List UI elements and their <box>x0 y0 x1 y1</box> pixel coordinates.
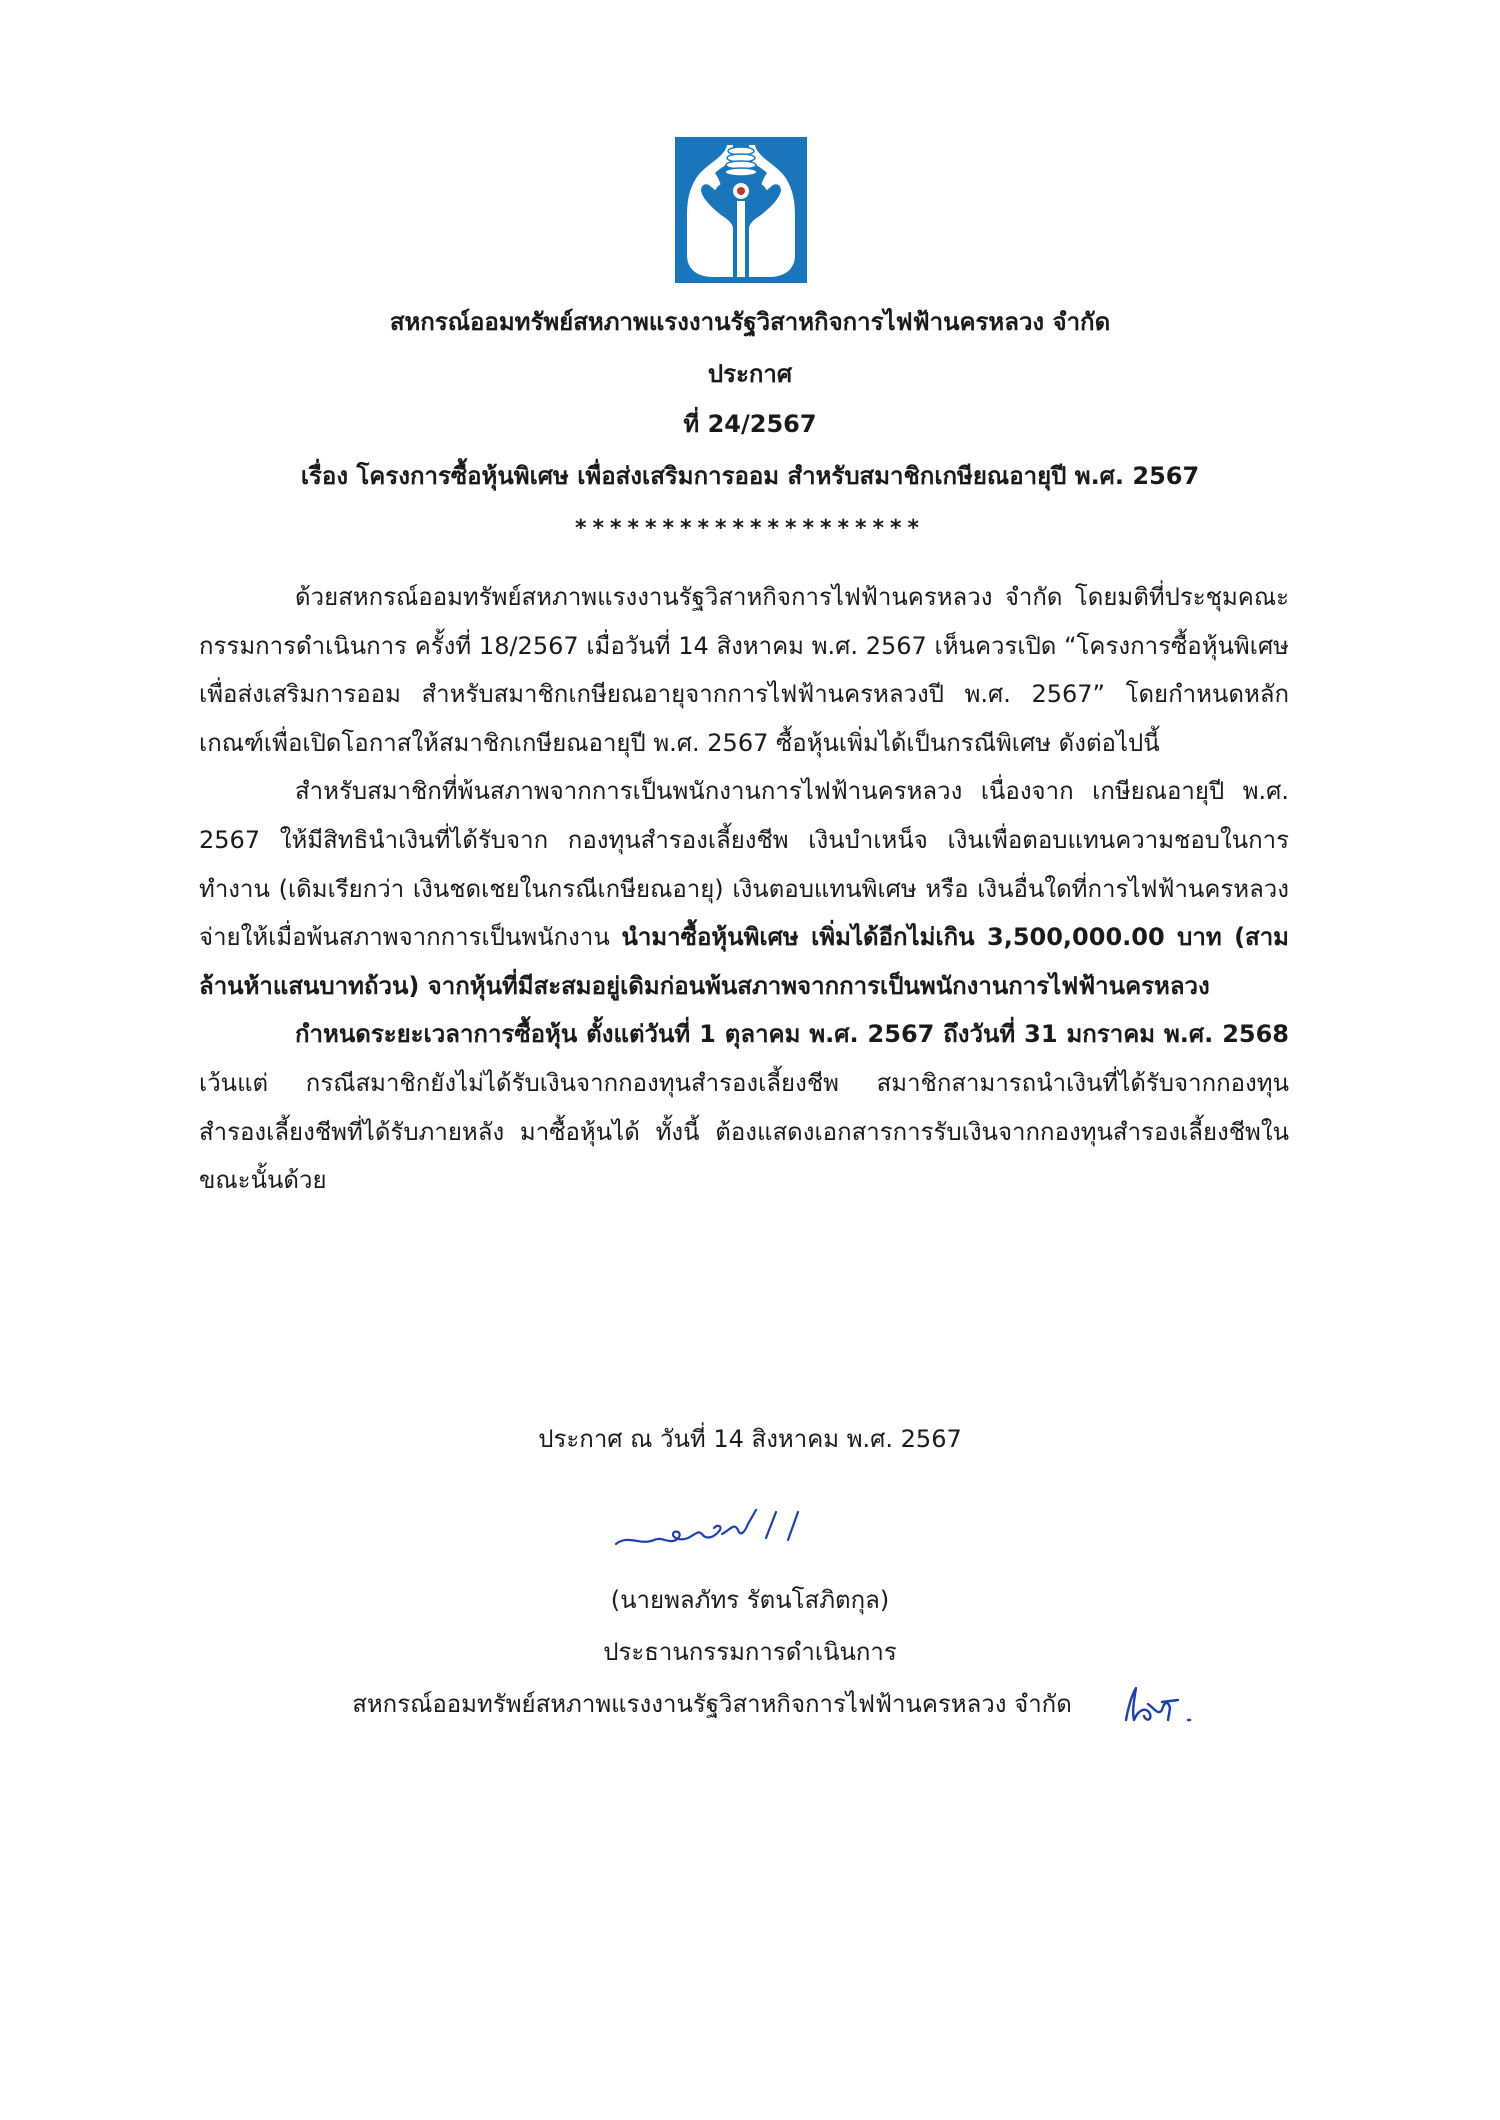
paragraph-2-bold: นำมาซื้อหุ้นพิเศษ เพิ่มได้อีกไม่เกิน 3,500,000.00 บาท (สามล้านห้าแสนบาทถ้วน) จากหุ้นที่มีสะสมอยู่เดิมก่อนพ้นสภาพจากการเป็นพนักงานการไฟฟ้านครหลวง <box>199 923 1289 1000</box>
paragraph-2 <box>199 767 1289 1010</box>
paragraph-2-text: สำหรับสมาชิกที่พ้นสภาพจากการเป็นพนักงานการไฟฟ้านครหลวง เนื่องจาก เกษียณอายุปี พ.ศ. 2567 ให้มีสิทธินำเงินที่ได้รับจาก กองทุนสำรองเลี้ยงชีพ เงินบำเหน็จ เงินเพื่อตอบแทนความชอบในการทำงาน (เดิมเรียกว่า เงินชดเชยในกรณีเกษียณอายุ) เงินตอบแทนพิเศษ หรือ เงินอื่นใดที่การไฟฟ้านครหลวง จ่ายให้เมื่อพ้นสภาพจากการเป็นพนักงาน <box>199 777 1289 952</box>
organization-name: สหกรณ์ออมทรัพย์สหภาพแรงงานรัฐวิสาหกิจการไฟฟ้านครหลวง จำกัด <box>389 308 1111 336</box>
signer-name: (นายพลภัทร รัตนโสภิตกุล) <box>610 1586 890 1614</box>
paragraph-1: ด้วยสหกรณ์ออมทรัพย์สหภาพแรงงานรัฐวิสาหกิจการไฟฟ้านครหลวง จำกัด โดยมติที่ประชุมคณะกรรมการดำเนินการ ครั้งที่ 18/2567 เมื่อวันที่ 14 สิงหาคม พ.ศ. 2567 เห็นควรเปิด “โครงการซื้อหุ้นพิเศษ เพื่อส่งเสริมการออม สำหรับสมาชิกเกษียณอายุจากการไฟฟ้านครหลวงปี พ.ศ. 2567” โดยกำหนดหลักเกณฑ์เพื่อเปิดโอกาสให้สมาชิกเกษียณอายุปี พ.ศ. 2567 ซื้อหุ้นเพิ่มได้เป็นกรณีพิเศษ ดังต่อไปนี้ <box>199 583 1289 757</box>
signer-organization: สหกรณ์ออมทรัพย์สหภาพแรงงานรัฐวิสาหกิจการไฟฟ้านครหลวง จำกัด <box>352 1690 1072 1718</box>
document-type: ประกาศ <box>707 360 793 388</box>
paragraph-3 <box>199 1010 1289 1204</box>
paragraph-3-bold: กำหนดระยะเวลาการซื้อหุ้น ตั้งแต่วันที่ 1 ตุลาคม พ.ศ. 2567 ถึงวันที่ 31 มกราคม พ.ศ. 2568 <box>295 1020 1289 1049</box>
handwritten-signature <box>610 1500 830 1560</box>
signer-title: ประธานกรรมการดำเนินการ <box>603 1638 897 1666</box>
separator-stars: ******************** <box>574 516 926 541</box>
cooperative-logo <box>675 137 807 283</box>
handwritten-initials <box>1118 1680 1198 1730</box>
paragraph-3-text: เว้นแต่ กรณีสมาชิกยังไม่ได้รับเงินจากกองทุนสำรองเลี้ยงชีพ สมาชิกสามารถนำเงินที่ได้รับจากกองทุนสำรองเลี้ยงชีพที่ได้รับภายหลัง มาซื้อหุ้นได้ ทั้งนี้ ต้องแสดงเอกสารการรับเงินจากกองทุนสำรองเลี้ยงชีพในขณะนั้นด้วย <box>199 1068 1289 1195</box>
document-number: ที่ 24/2567 <box>683 410 817 438</box>
announcement-date: ประกาศ ณ วันที่ 14 สิงหาคม พ.ศ. 2567 <box>538 1425 962 1453</box>
announcement-body <box>199 573 1289 1205</box>
document-subject: เรื่อง โครงการซื้อหุ้นพิเศษ เพื่อส่งเสริมการออม สำหรับสมาชิกเกษียณอายุปี พ.ศ. 2567 <box>300 462 1200 490</box>
